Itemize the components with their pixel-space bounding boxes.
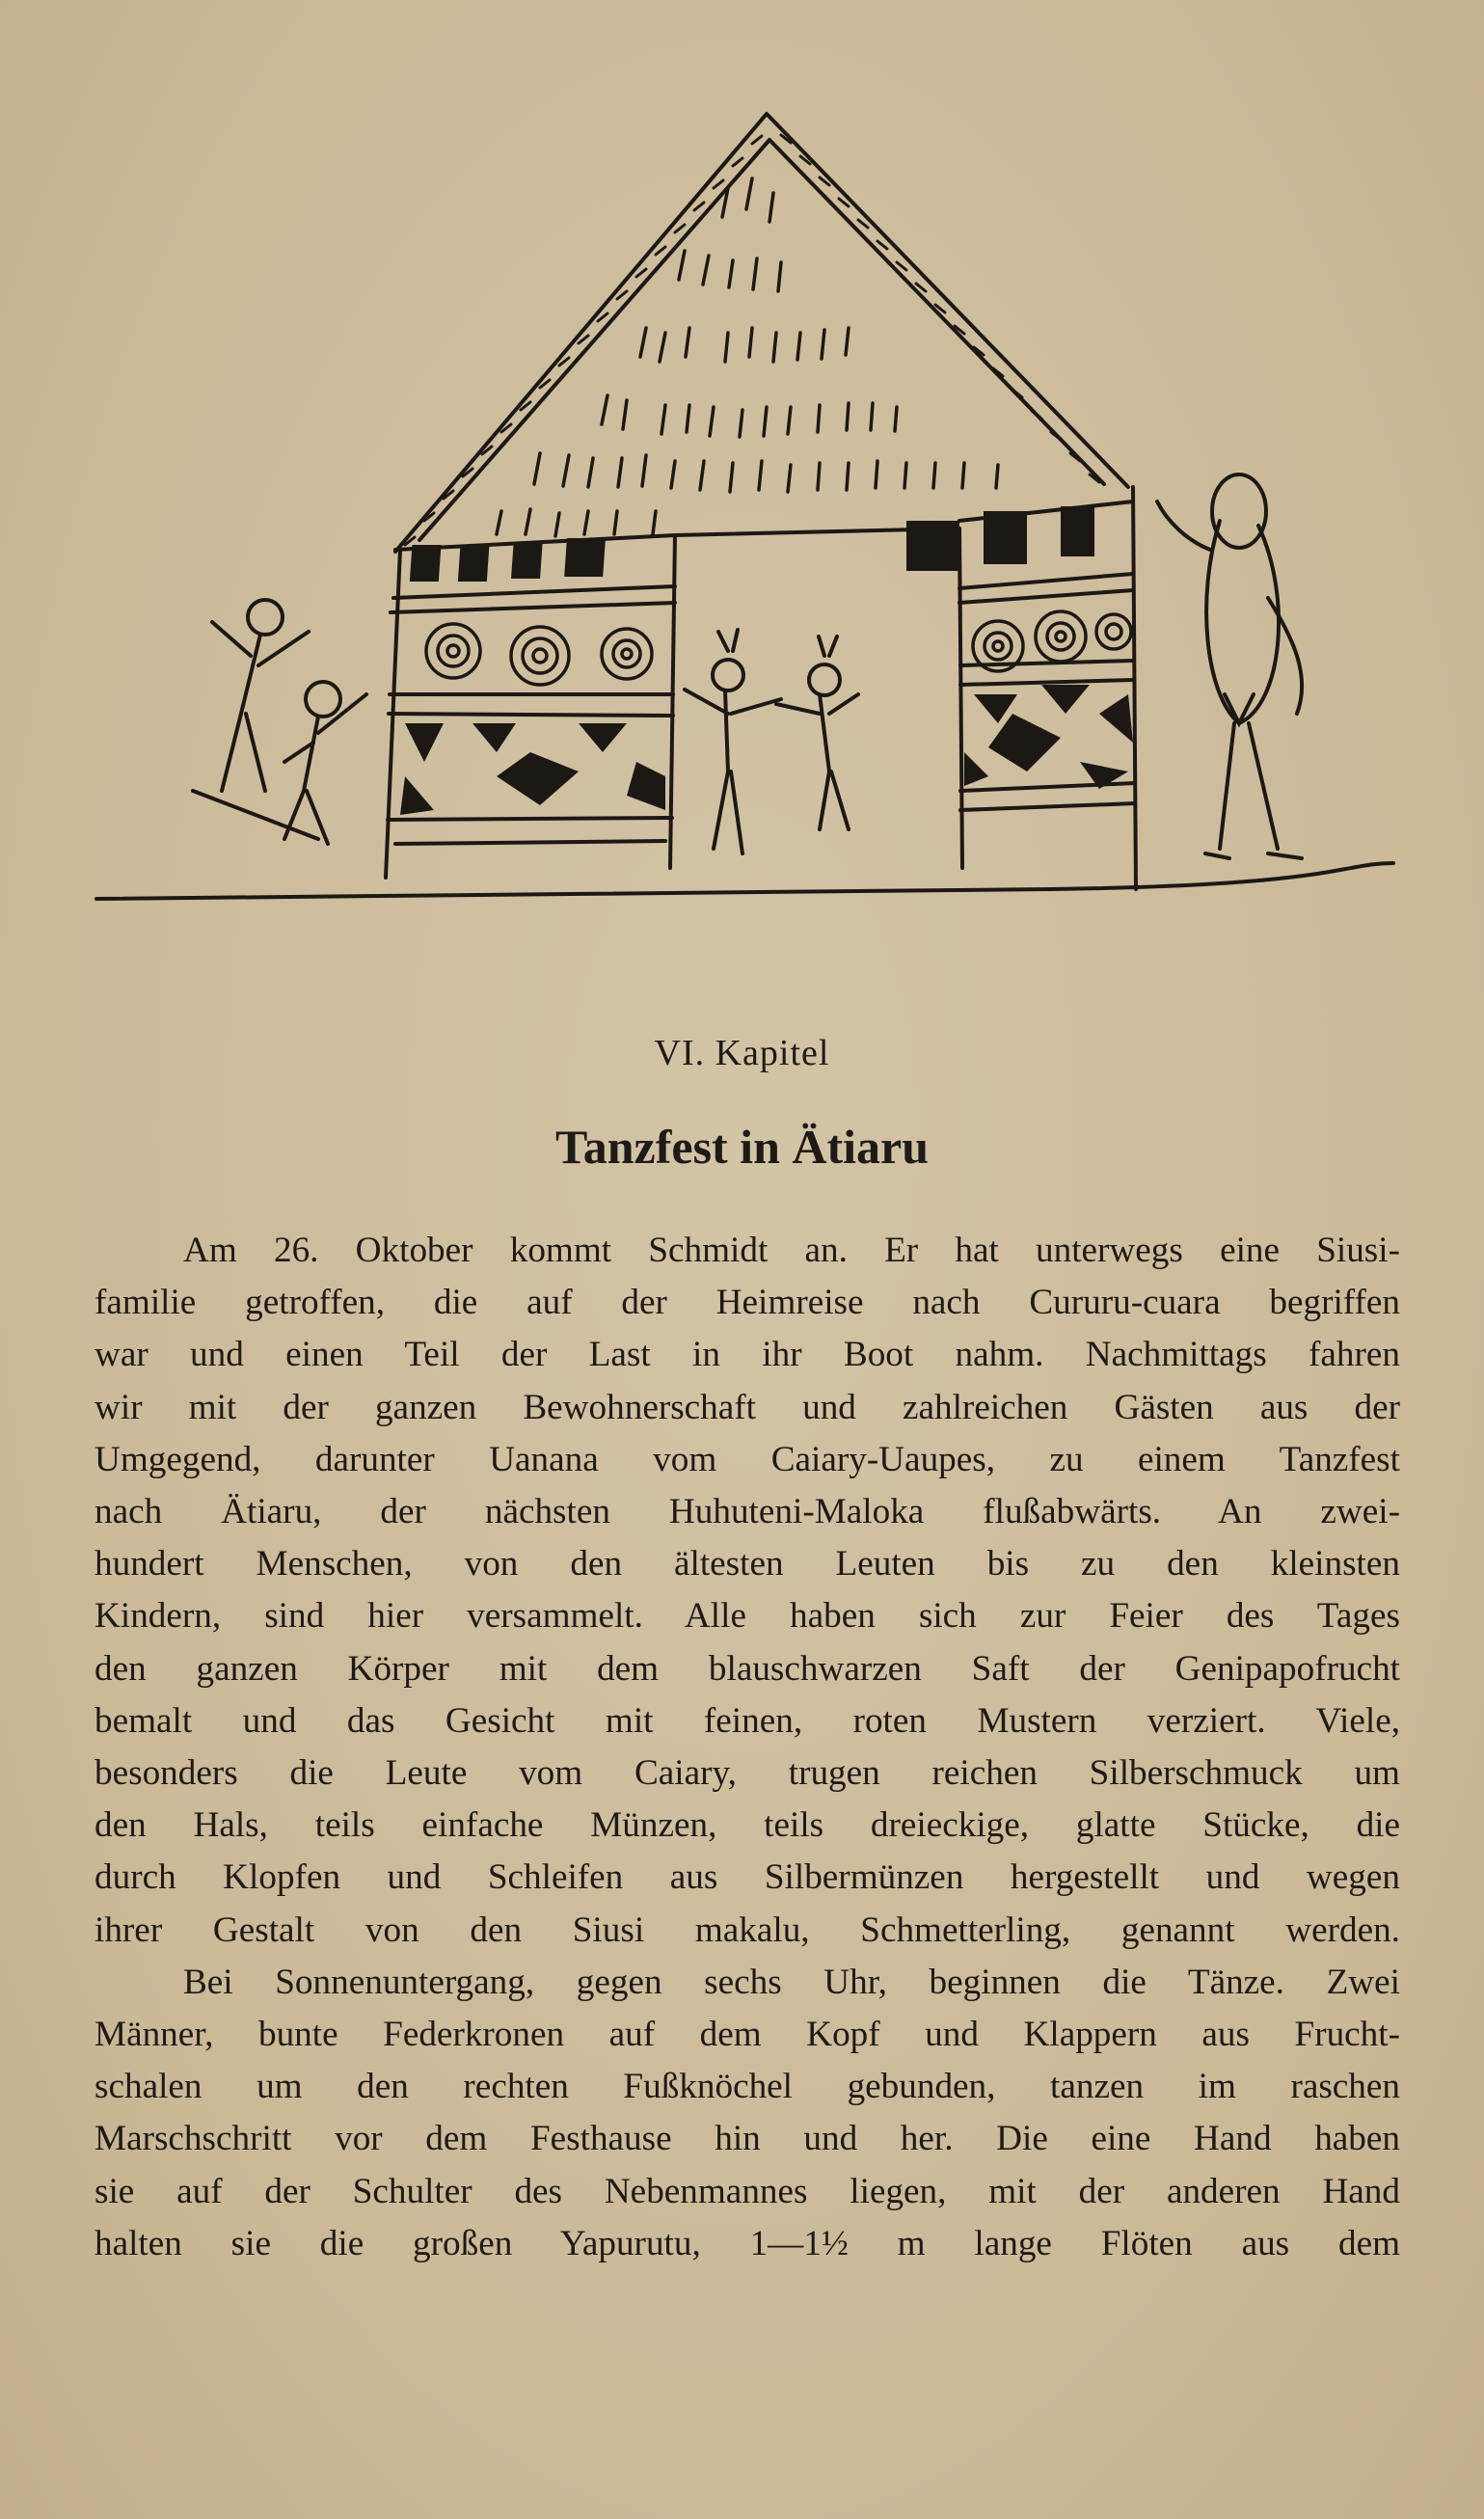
text-line: Marschschritt vor dem Festhause hin und her. Die eine Hand haben <box>94 2119 1400 2159</box>
text-line: besonders die Leute vom Caiary, trugen reichen Silberschmuck um <box>94 1753 1400 1794</box>
text-line: ihrer Gestalt von den Siusi makalu, Schmetterling, genannt werden. <box>94 1910 1400 1950</box>
text-line: halten sie die großen Yapurutu, 1—1½ m lange Flöten aus dem <box>94 2223 1400 2263</box>
text-line: hundert Menschen, von den ältesten Leuten bis zu den kleinsten <box>94 1544 1400 1585</box>
text-line: Männer, bunte Federkronen auf dem Kopf und Klappern aus Frucht- <box>94 2015 1400 2055</box>
text-line: sie auf der Schulter des Nebenmannes liegen, mit der anderen Hand <box>94 2171 1400 2211</box>
text-line: Bei Sonnenuntergang, gegen sechs Uhr, beginnen die Tänze. Zwei <box>183 1962 1400 2002</box>
chapter-heading: VI. Kapitel <box>654 1033 830 1073</box>
chapter-title: Tanzfest in Ätiaru <box>554 1120 930 1174</box>
text-line: wir mit der ganzen Bewohnerschaft und zahlreichen Gästen aus der <box>94 1387 1400 1427</box>
text-line: bemalt und das Gesicht mit feinen, roten Mustern verziert. Viele, <box>94 1700 1400 1741</box>
text-line: familie getroffen, die auf der Heimreise nach Cururu-cuara begriffen <box>94 1283 1400 1323</box>
text-line: durch Klopfen und Schleifen aus Silbermünzen hergestellt und wegen <box>94 1857 1400 1898</box>
text-line: Umgegend, darunter Uanana vom Caiary-Uaupes, zu einem Tanzfest <box>94 1439 1400 1479</box>
festival-house-drawing <box>87 96 1417 926</box>
text-line: Kindern, sind hier versammelt. Alle haben sich zur Feier des Tages <box>94 1596 1400 1637</box>
paragraph <box>94 1957 1400 2270</box>
paragraph <box>94 1225 1400 1957</box>
text-line: war und einen Teil der Last in ihr Boot nahm. Nachmittags fahren <box>94 1335 1400 1375</box>
text-line: Am 26. Oktober kommt Schmidt an. Er hat unterwegs eine Siusi- <box>183 1231 1400 1270</box>
text-line: den ganzen Körper mit dem blauschwarzen Saft der Genipapofrucht <box>94 1648 1400 1689</box>
text-line: schalen um den rechten Fußknöchel gebunden, tanzen im raschen <box>94 2067 1400 2107</box>
text-line: nach Ätiaru, der nächsten Huhuteni-Maloka flußabwärts. An zwei- <box>94 1492 1400 1532</box>
text-line: den Hals, teils einfache Münzen, teils dreieckige, glatte Stücke, die <box>94 1805 1400 1846</box>
body-text <box>94 1225 1400 2270</box>
